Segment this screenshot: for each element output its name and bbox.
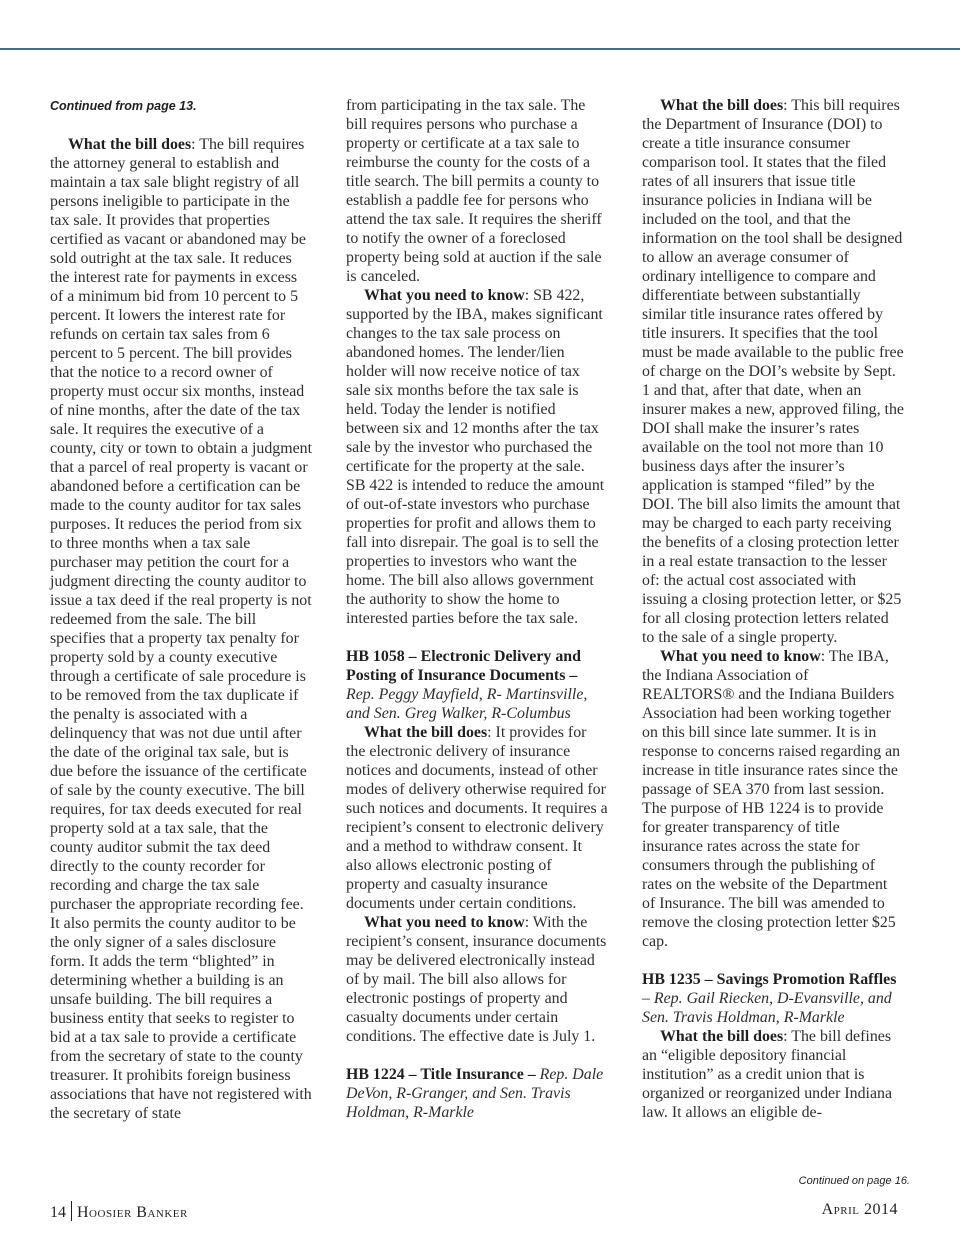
paragraph: What the bill does: This bill requires the Department of Insurance (DOI) to create a title insurance consumer comparison tool. It states that the filed rates of all insurers that issue title insurance policies in Indiana will be included on the tool, and that the information on the tool shall be designed to allow an average consumer of ordinary intelligence to compare and differentiate between substantially similar title insurance rates offered by title insurers. It specifies that the tool must be made available to the public free of charge on the DOI’s website by Sept. 1 and that, after that date, when an insurer makes a new, approved filing, the DOI shall make the insurer’s rates available on the tool not more than 10 business days after the insurer’s application is stamped “filed” by the DOI. The bill also limits the amount that may be charged to each party receiving the benefits of a closing protection letter in a real estate transaction to the lesser of: the actual cost associated with issuing a closing protection letter, or $25 for all closing protection letters related to the sale of a single property. — [642, 97, 904, 646]
bill-heading — [346, 647, 608, 723]
bill-sponsors: – Rep. Gail Riecken, D-Evansville, and Sen. Travis Holdman, R-Markle — [642, 990, 892, 1026]
column-3 — [642, 96, 904, 1122]
section-label: What the bill does — [660, 97, 784, 114]
page-number: 14 — [50, 1204, 66, 1221]
continued-from-note: Continued from page 13. — [50, 99, 197, 113]
paragraph: What you need to know: SB 422, supported by the IBA, makes significant changes to the tax sale process on abandoned homes. The lender/lien holder will now receive notice of tax sale six months before the tax sale is held. Today the lender is notified between six and 12 months after the tax sale by the investor who purchased the certificate for the property at the sale. SB 422 is intended to reduce the amount of out-of-state investors who purchase properties for profit and allows them to fall into disrepair. The goal is to sell the properties to investors who want the home. The bill also allows government the authority to show the home to interested parties before the tax sale. — [346, 287, 605, 627]
paragraph: What you need to know: With the recipient’s consent, insurance documents may be delivered electronically instead of by mail. The bill also allows for electronic postings of property and casualty documents under certain conditions. The effective date is July 1. — [346, 914, 607, 1045]
bill-sponsors: Rep. Peggy Mayfield, R- Martinsville, and Sen. Greg Walker, R-Columbus — [346, 686, 588, 722]
issue-date: April 2014 — [821, 1201, 898, 1218]
publication-name: Hoosier Banker — [77, 1204, 188, 1221]
paragraph: from participating in the tax sale. The bill requires persons who purchase a property or certificate at a tax sale to reimburse the county for the costs of a title search. The bill permits a county to establish a paddle fee for persons who attend the tax sale. It requires the sheriff to notify the owner of a foreclosed property being sold at auction if the sale is canceled. — [346, 97, 602, 285]
bill-sponsors: Rep. Dale DeVon, R-Granger, and Sen. Travis Holdman, R-Markle — [346, 1066, 604, 1121]
section-label: What you need to know — [660, 648, 821, 665]
section-label: What you need to know — [364, 287, 525, 304]
column-1 — [50, 96, 312, 1123]
bill-heading — [642, 970, 904, 1027]
bill-title: HB 1235 – Savings Promotion Raffles — [642, 971, 897, 988]
paragraph: What the bill does: The bill defines an “eligible depository financial institution” as a credit union that is organized or reorganized under Indiana law. It allows an eligible de- — [642, 1028, 893, 1121]
paragraph: What you need to know: The IBA, the Indiana Association of REALTORS® and the Indiana Builders Association had been working together on this bill since late summer. It is in response to concerns raised regarding an increase in title insurance rates since the passage of SEA 370 from last session. The purpose of HB 1224 is to provide for greater transparency of title insurance rates across the state for consumers through the publishing of rates on the website of the Department of Insurance. The bill was amended to remove the closing protection letter $25 cap. — [642, 648, 901, 950]
column-2 — [346, 96, 608, 1122]
continued-on-note: Continued on page 16. — [798, 1175, 910, 1187]
section-label: What the bill does — [68, 136, 192, 153]
header-rule — [0, 48, 960, 50]
bill-title: HB 1058 – Electronic Delivery and Posting of Insurance Documents – — [346, 648, 581, 684]
section-label: What the bill does — [364, 724, 488, 741]
footer-folio — [50, 1201, 188, 1222]
bill-title: HB 1224 – Title Insurance – — [346, 1066, 536, 1083]
paragraph: What the bill does: It provides for the electronic delivery of insurance notices and documents, instead of other modes of delivery otherwise required for such notices and documents. It requires a recipient’s consent to electronic delivery and a method to withdraw consent. It also allows electronic posting of property and casualty insurance documents under certain conditions. — [346, 724, 608, 912]
section-label: What you need to know — [364, 914, 525, 931]
bill-heading — [346, 1065, 608, 1122]
footer-divider — [71, 1201, 72, 1221]
paragraph: What the bill does: The bill requires the attorney general to establish and maintain a tax sale blight registry of all persons ineligible to participate in the tax sale. It provides that properties certified as vacant or abandoned may be sold outright at the tax sale. It reduces the interest rate for payments in excess of a minimum bid from 10 percent to 5 percent. It lowers the interest rate for refunds on certain tax sales from 6 percent to 5 percent. The bill provides that the notice to a record owner of property must occur six months, instead of nine months, after the date of the tax sale. It requires the executive of a county, city or town to obtain a judgment that a parcel of real property is vacant or abandoned before a certification can be made to the county auditor for tax sales purposes. It reduces the period from six to three months when a tax sale purchaser may petition the court for a judgment directing the county auditor to issue a tax deed if the real property is not redeemed from the sale. The bill specifies that a property tax penalty for property sold by a county executive through a certificate of sale procedure is to be removed from the tax duplicate if the penalty is associated with a delinquency that was not due until after the date of the original tax sale, but is due before the issuance of the certificate of sale by the county executive. The bill requires, for tax deeds executed for real property sold at a tax sale, that the county auditor submit the tax deed directly to the county recorder for recording and charge the tax sale purchaser the appropriate recording fee. It also permits the county auditor to be the only signer of a sales disclosure form. It adds the term “blighted” in determining whether a building is an unsafe building. The bill requires a business entity that seeks to register to bid at a tax sale to provide a certificate from the secretary of state to the county treasurer. It prohibits foreign business associations that have not registered with the secretary of state — [50, 136, 313, 1122]
section-label: What the bill does — [660, 1028, 784, 1045]
